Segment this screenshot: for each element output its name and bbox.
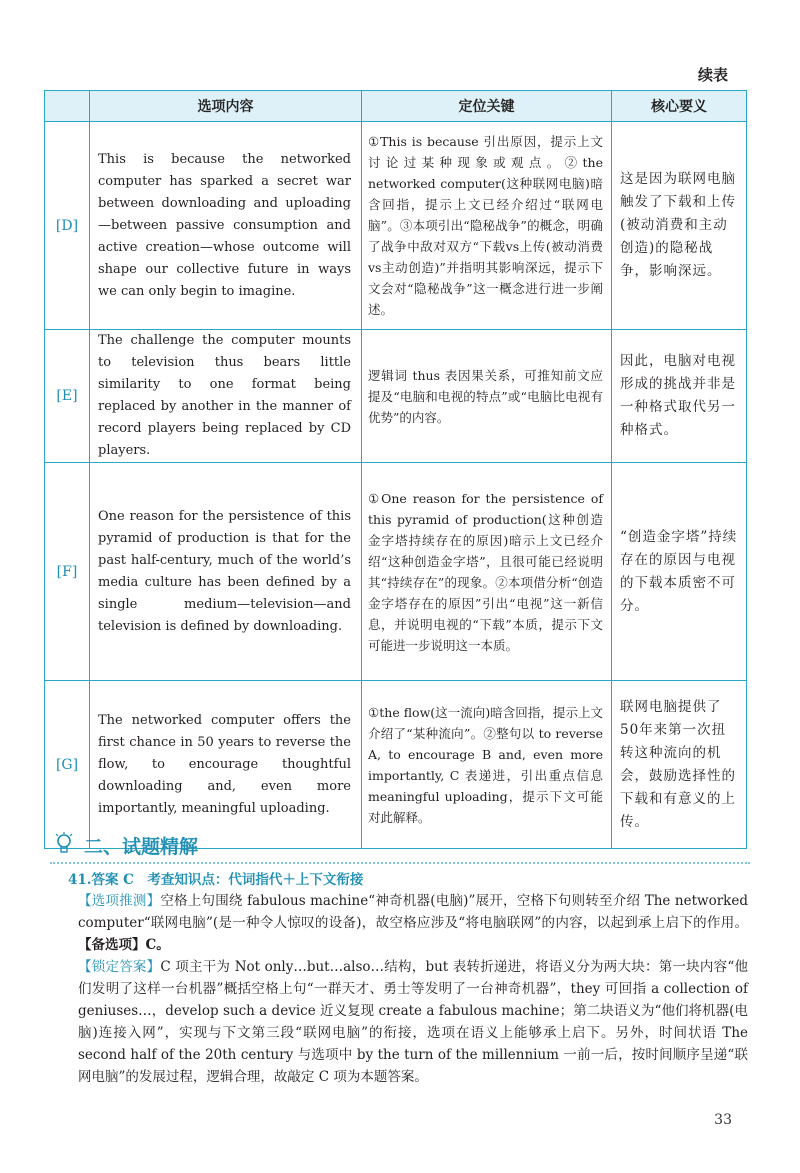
paragraph-text: 空格上句围绕 fabulous machine“神奇机器(电脑)”展开，空格下句则转至介绍 The networked computer“联网电脑”(是一种令人惊叹的设备)，故空格应涉及“将电脑联网”的内容，以起到承上启下的作用。	[78, 893, 748, 931]
table-row	[45, 122, 747, 330]
header-locating-key: 定位关键	[362, 91, 612, 122]
table-row	[45, 330, 747, 463]
table-header-row	[45, 91, 747, 122]
option-text: The networked computer offers the first chance in 50 years to reverse the flow, to encourage thoughtful downloading and, even more importantly, meaningful uploading.	[90, 681, 362, 849]
header-blank	[45, 91, 90, 122]
paragraph-text: C 项主干为 Not only…but…also…结构，but 表转折递进，将语义分为两大块：第一块内容“他们发明了这样一台机器”概括空格上句“一群天才、勇士等发明了一台神奇机器”，they 可回指 a collection of geniuses…，develop such a device 近义复现 create a fabulous machine；第二块语义为“他们将机器(电脑)连接入网”，实现与下文第三段“联网电脑”的衔接，选项在语义上能够承上启下。另外，时间状语 The second half of the 20th century 与选项中 by the turn of the millennium 一前一后，按时间顺序呈递“联网电脑”的发展过程，逻辑合理，故敲定 C 项为本题答案。	[78, 959, 748, 1085]
paragraph-option-guess	[78, 890, 748, 956]
header-option-content: 选项内容	[90, 91, 362, 122]
row-label: [D]	[45, 122, 90, 330]
section-header	[50, 828, 750, 864]
key-text: ①One reason for the persistence of this pyramid of production(这种创造金字塔持续存在的原因)暗示上文已经介绍“这种创造金字塔”，且很可能已经说明其“持续存在”的现象。②本项借分析“创造金字塔存在的原因”引出“电视”这一新信息，并说明电视的“下载”本质，提示下文可能进一步说明这一本质。	[362, 463, 612, 681]
options-table	[44, 90, 747, 849]
table-row	[45, 681, 747, 849]
core-text: 因此，电脑对电视形成的挑战并非是一种格式取代另一种格式。	[612, 330, 747, 463]
table-row	[45, 463, 747, 681]
header-core-meaning: 核心要义	[612, 91, 747, 122]
core-text: “创造金字塔”持续存在的原因与电视的下载本质密不可分。	[612, 463, 747, 681]
row-label: [E]	[45, 330, 90, 463]
row-label: [F]	[45, 463, 90, 681]
option-text: One reason for the persistence of this pyramid of production is that for the past half-century, much of the world’s media culture has been defined by a single medium—television—and television is defined by downloading.	[90, 463, 362, 681]
lightbulb-icon	[54, 832, 74, 856]
continued-label: 续表	[697, 66, 728, 84]
section-title: 二、试题精解	[84, 836, 199, 858]
row-label: [G]	[45, 681, 90, 849]
paragraph-bold: 【备选项】C。	[78, 937, 170, 953]
core-text: 这是因为联网电脑触发了下载和上传(被动消费和主动创造)的隐秘战争，影响深远。	[612, 122, 747, 330]
page-number: 33	[714, 1112, 732, 1128]
paragraph-lock-answer	[78, 956, 748, 1088]
key-text: ①This is because 引出原因，提示上文讨论过某种现象或观点。②the networked computer(这种联网电脑)暗含回指，提示上文已经介绍过“联网电脑”。③本项引出“隐秘战争”的概念，明确了战争中敌对双方“下载vs上传(被动消费vs主动创造)”并指明其影响深远，提示下文会对“隐秘战争”这一概念进行进一步阐述。	[362, 122, 612, 330]
core-text: 联网电脑提供了50年来第一次扭转这种流向的机会，鼓励选择性的下载和有意义的上传。	[612, 681, 747, 849]
paragraph-tag: 【锁定答案】	[78, 959, 161, 975]
option-text: The challenge the computer mounts to television thus bears little similarity to one format being replaced by another in the manner of record players being replaced by CD players.	[90, 330, 362, 463]
key-text: 逻辑词 thus 表因果关系，可推知前文应提及“电脑和电视的特点”或“电脑比电视有优势”的内容。	[362, 330, 612, 463]
paragraph-tag: 【选项推测】	[78, 893, 161, 909]
option-text: This is because the networked computer has sparked a secret war between downloading and uploading—between passive consumption and active creation—whose outcome will shape our collective future in ways we can only begin to imagine.	[90, 122, 362, 330]
question-answer-line: 41.答案 C 考查知识点：代词指代＋上下文衔接	[68, 872, 364, 888]
key-text: ①the flow(这一流向)暗含回指，提示上文介绍了“某种流向”。②整句以 to reverse A, to encourage B and, even more importantly, C 表递进，引出重点信息 meaningful uploading，提示下文可能对此解释。	[362, 681, 612, 849]
